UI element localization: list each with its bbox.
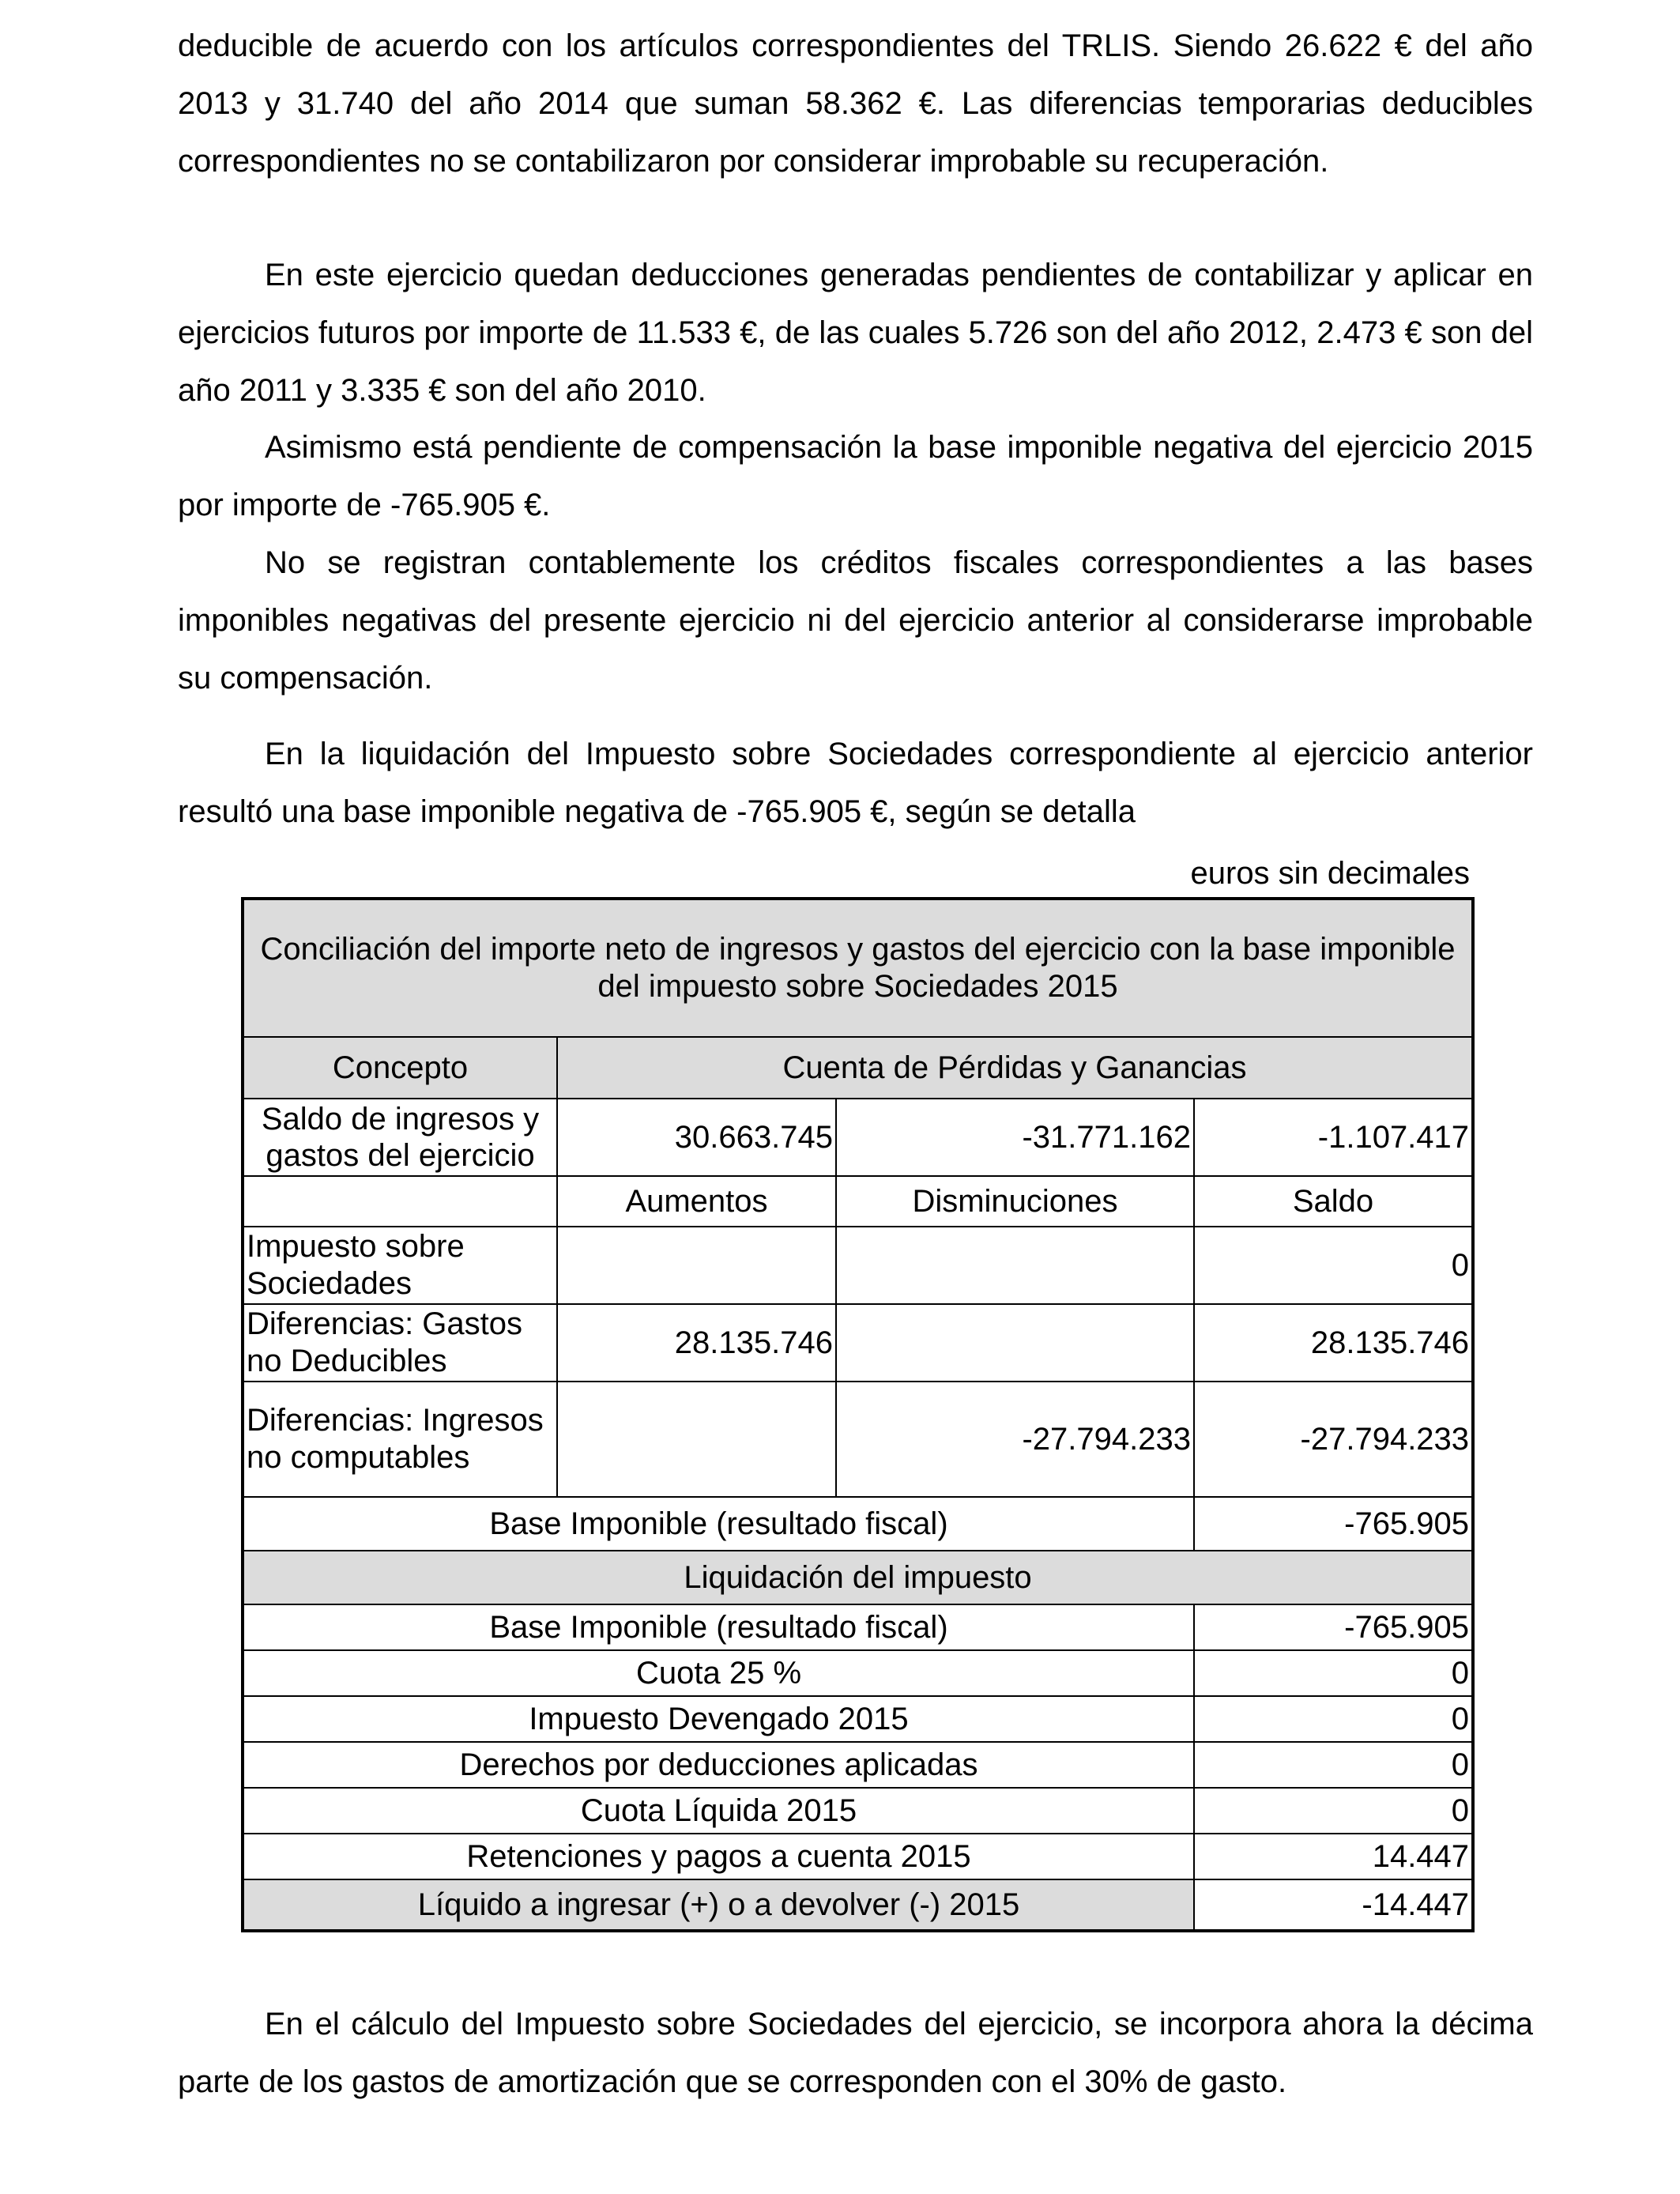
cuenta-pyg-header: Cuenta de Pérdidas y Ganancias [557,1037,1473,1099]
liquidacion-row-value: 0 [1194,1696,1473,1742]
base-imponible-value: -765.905 [1194,1497,1473,1551]
paragraph-creditos-fiscales: No se registran contablemente los créditos fiscales correspondientes a las bases imponibles negativas del presente ejercicio ni del ejercicio anterior al considerarse improbable su compensación. [178,545,1533,696]
liquido-final-value: -14.447 [1194,1879,1473,1931]
row-disminuciones: -27.794.233 [836,1382,1194,1497]
liquidacion-row-value: 0 [1194,1788,1473,1834]
liquidacion-row-label: Impuesto Devengado 2015 [243,1696,1194,1742]
liquidacion-row-label: Cuota 25 % [243,1650,1194,1696]
saldo-row-label: Saldo de ingresos y gastos del ejercicio [243,1099,557,1176]
row-aumentos [557,1227,836,1304]
row-disminuciones [836,1304,1194,1382]
paragraph-compensacion: Asimismo está pendiente de compensación la base imponible negativa del ejercicio 2015 por importe de -765.905 €. [178,430,1533,522]
conciliation-table [241,897,1475,1932]
row-saldo: 0 [1194,1227,1473,1304]
liquidacion-row-label: Cuota Líquida 2015 [243,1788,1194,1834]
paragraph-deducciones-pendientes: En este ejercicio quedan deducciones generadas pendientes de contabilizar y aplicar en ejercicios futuros por importe de 11.533 €, de las cuales 5.726 son del año 2012, 2.473 € son del año 2011 y 3.335 € son del año 2010. [178,258,1533,408]
row-label: Impuesto sobre Sociedades [243,1227,557,1304]
row-label: Diferencias: Gastos no Deducibles [243,1304,557,1382]
saldo-row-gastos: -31.771.162 [836,1099,1194,1176]
table-title: Conciliación del importe neto de ingresos y gastos del ejercicio con la base imponible del impuesto sobre Sociedades 2015 [243,899,1473,1037]
concepto-header: Concepto [243,1037,557,1099]
row-disminuciones [836,1227,1194,1304]
units-note: euros sin decimales [1190,856,1470,891]
saldo-row-ingresos: 30.663.745 [557,1099,836,1176]
row-aumentos: 28.135.746 [557,1304,836,1382]
disminuciones-header: Disminuciones [836,1176,1194,1227]
base-imponible-label: Base Imponible (resultado fiscal) [243,1497,1194,1551]
row-aumentos [557,1382,836,1497]
liquidacion-row-label: Retenciones y pagos a cuenta 2015 [243,1834,1194,1879]
empty-cell [243,1176,557,1227]
paragraph-amortizacion: En el cálculo del Impuesto sobre Sociedades del ejercicio, se incorpora ahora la décima parte de los gastos de amortización que se corresponden con el 30% de gasto. [178,2007,1533,2099]
saldo-row-total: -1.107.417 [1194,1099,1473,1176]
row-saldo: 28.135.746 [1194,1304,1473,1382]
aumentos-header: Aumentos [557,1176,836,1227]
liquidacion-row-value: 0 [1194,1650,1473,1696]
liquidacion-row-value: -765.905 [1194,1604,1473,1650]
row-saldo: -27.794.233 [1194,1382,1473,1497]
paragraph-liquidacion-anterior: En la liquidación del Impuesto sobre Sociedades correspondiente al ejercicio anterior resultó una base imponible negativa de -765.905 €, según se detalla [178,737,1533,829]
paragraph-deducible: deducible de acuerdo con los artículos correspondientes del TRLIS. Siendo 26.622 € del año 2013 y 31.740 del año 2014 que suman 58.362 €. Las diferencias temporarias deducibles correspondientes no se contabilizaron por considerar improbable su recuperación. [178,28,1533,179]
row-label: Diferencias: Ingresos no computables [243,1382,557,1497]
liquidacion-row-label: Base Imponible (resultado fiscal) [243,1604,1194,1650]
liquidacion-row-value: 14.447 [1194,1834,1473,1879]
liquidacion-header: Liquidación del impuesto [243,1551,1473,1604]
liquidacion-row-label: Derechos por deducciones aplicadas [243,1742,1194,1788]
liquidacion-row-value: 0 [1194,1742,1473,1788]
saldo-header: Saldo [1194,1176,1473,1227]
liquido-final-label: Líquido a ingresar (+) o a devolver (-) 2015 [243,1879,1194,1931]
